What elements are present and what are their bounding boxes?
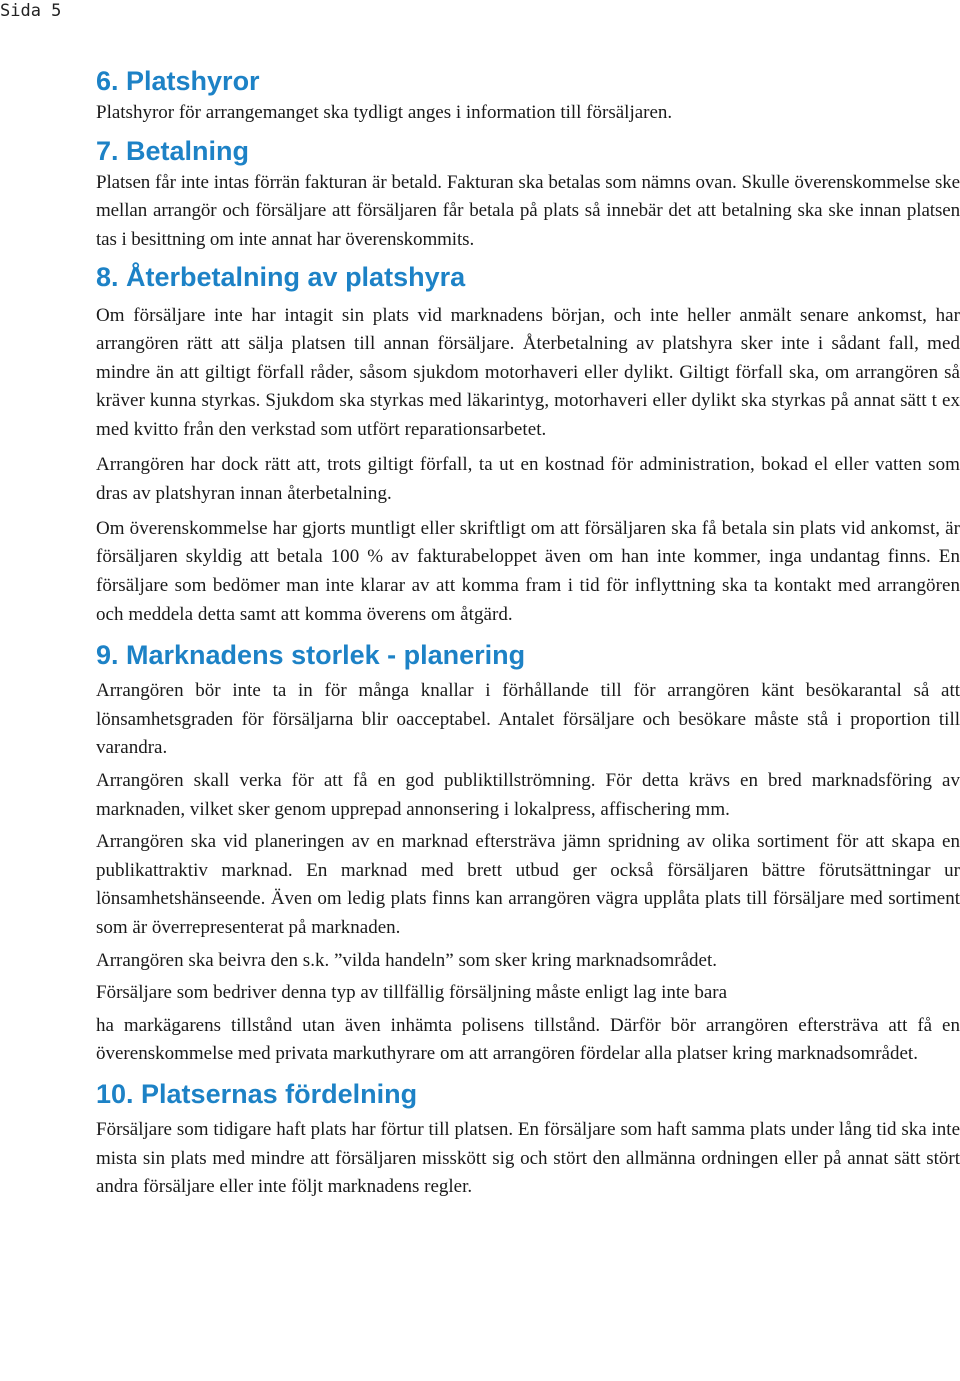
section-heading: 8. Återbetalning av platshyra	[96, 261, 466, 292]
section-paragraph: Arrangören bör inte ta in för många knallar i förhållande till för arrangören känt besökarantal så att lönsamhetsgraden för försäljarna blir oacceptabel. Antalet försäljare och besökare måste stå i proportion till varandra.	[96, 680, 960, 759]
section-paragraph: Om försäljare inte har intagit sin plats vid marknadens början, och inte heller anmält senare ankomst, har arrangören rätt att sälja platsen till annan försäljare. Återbetalning av platshyra sker inte i sådant fall, med mindre än att giltigt förfall råder, såsom sjukdom motorhaveri eller dylikt. Giltigt förfall ska, om arrangören så kräver kunna styrkas. Sjukdom ska styrkas med läkarintyg, motorhaveri eller dylikt ska styrkas på annat sätt t ex med kvitto från den verkstad som utfört reparationsarbetet.	[96, 304, 960, 441]
section-paragraph: Arrangören skall verka för att få en god publiktillströmning. För detta krävs en bred marknadsföring av marknaden, vilket sker genom upprepad annonsering i lokalpress, affischering mm.	[96, 770, 960, 820]
section-paragraph: Arrangören har dock rätt att, trots giltigt förfall, ta ut en kostnad för administration, bokad el eller vatten som dras av platshyran innan återbetalning.	[96, 454, 960, 504]
section-paragraph: Försäljare som bedriver denna typ av tillfällig försäljning måste enligt lag inte bara	[96, 982, 728, 1004]
section-platsernas-fordelning	[96, 1077, 960, 1202]
section-paragraph: Arrangören ska vid planeringen av en marknad eftersträva jämn spridning av olika sortiment för att skapa en publikattraktiv marknad. En marknad med brett utbud ger också försäljaren bättre förutsättningar ur lönsamhetshänseende. Även om ledig plats finns kan arrangören vägra upplåta plats till försäljare med sortiment som är överrepresenterat på marknaden.	[96, 831, 960, 938]
section-platshyror	[96, 64, 960, 128]
section-paragraph: Platsen får inte intas förrän fakturan är betald. Fakturan ska betalas som nämns ovan. Skulle överenskommelse ske mellan arrangör och försäljare att försäljaren får betala på plats så innebär det att betalning ska ske innan platsen tas i besittning om inte annat har överenskommits.	[96, 171, 960, 250]
section-heading: 7. Betalning	[96, 135, 250, 166]
section-paragraph: ha markägarens tillstånd utan även inhämta polisens tillstånd. Därför bör arrangören eftersträva att få en överenskommelse med privata markuthyrare om att arrangören fördelar alla platser kring marknadsområdet.	[96, 1014, 960, 1065]
section-paragraph: Försäljare som tidigare haft plats har förtur till platsen. En försäljare som haft samma plats under lång tid ska inte mista sin plats med mindre att försäljaren misskött sig och stört den allmänna ordningen eller på annat sätt stört andra försäljare eller inte följt marknadens regler.	[96, 1118, 960, 1198]
section-heading: 10. Platsernas fördelning	[96, 1078, 418, 1109]
section-betalning	[96, 134, 960, 255]
page-number: Sida 5	[0, 1, 62, 21]
section-paragraph: Platshyror för arrangemanget ska tydligt anges i information till försäljaren.	[96, 102, 673, 123]
section-heading: 9. Marknadens storlek - planering	[96, 640, 526, 671]
section-paragraph: Arrangören ska beivra den s.k. ”vilda handeln” som sker kring marknadsområdet.	[96, 949, 717, 971]
section-aterbetalning	[96, 260, 960, 630]
section-paragraph: Om överenskommelse har gjorts muntligt eller skriftligt om att försäljaren ska få betala sin plats vid ankomst, är försäljaren skyldig att betala 100 % av fakturabeloppet även om han inte kommer, inga undantag finns. En försäljare som bedömer man inte klarar av att komma fram i tid för inflyttning ska ta kontakt med arrangören och meddela detta samt att komma överens om åtgärd.	[96, 517, 960, 625]
section-marknadens-storlek	[96, 638, 960, 1069]
document-body	[96, 64, 960, 1202]
section-heading: 6. Platshyror	[96, 66, 260, 96]
